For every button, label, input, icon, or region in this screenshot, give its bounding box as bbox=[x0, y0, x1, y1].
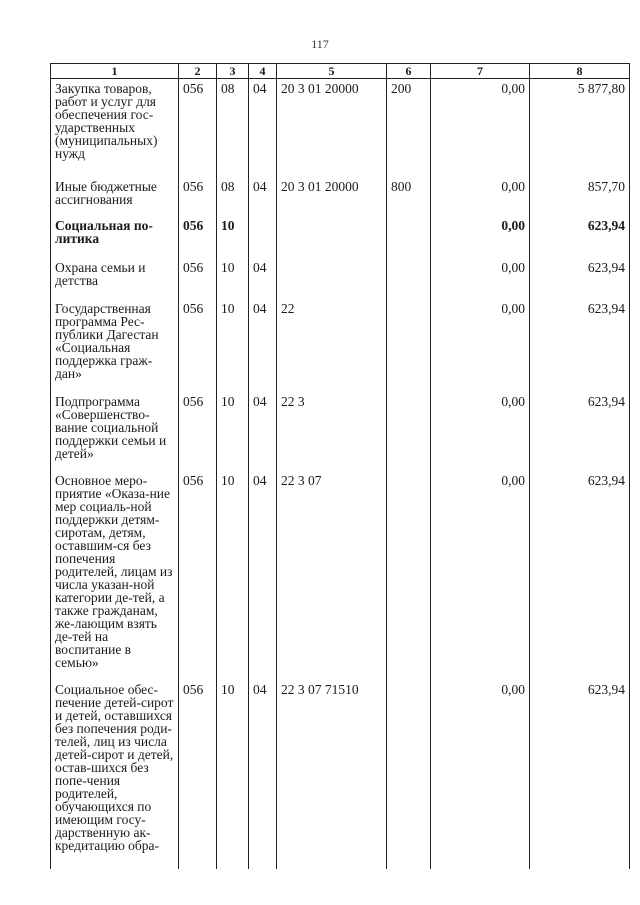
row-rz: 08 bbox=[217, 177, 249, 216]
row-grbs: 056 bbox=[179, 177, 217, 216]
row-vr: 800 bbox=[387, 177, 431, 216]
row-rz: 10 bbox=[217, 216, 249, 258]
row-csr bbox=[277, 258, 387, 299]
row-pr: 04 bbox=[249, 299, 277, 392]
row-name: Подпрограмма «Совершенство-вание социальной поддержки семьи и детей» bbox=[51, 392, 179, 471]
header-cell: 8 bbox=[530, 64, 630, 79]
row-col7: 0,00 bbox=[431, 299, 530, 392]
table-row bbox=[51, 177, 630, 216]
row-name: Закупка товаров, работ и услуг для обеспечения гос-ударственных (муниципальных) нужд bbox=[51, 79, 179, 178]
row-col7: 0,00 bbox=[431, 177, 530, 216]
row-rz: 10 bbox=[217, 680, 249, 869]
header-cell: 1 bbox=[51, 64, 179, 79]
row-rz: 10 bbox=[217, 392, 249, 471]
row-col7: 0,00 bbox=[431, 258, 530, 299]
table-header-row bbox=[51, 64, 630, 79]
row-col8: 623,94 bbox=[530, 471, 630, 680]
row-col7: 0,00 bbox=[431, 471, 530, 680]
row-pr: 04 bbox=[249, 79, 277, 178]
row-col8: 5 877,80 bbox=[530, 79, 630, 178]
header-cell: 6 bbox=[387, 64, 431, 79]
table-row bbox=[51, 392, 630, 471]
row-col8: 623,94 bbox=[530, 216, 630, 258]
row-col7: 0,00 bbox=[431, 79, 530, 178]
row-col7: 0,00 bbox=[431, 392, 530, 471]
row-col8: 857,70 bbox=[530, 177, 630, 216]
row-pr: 04 bbox=[249, 392, 277, 471]
budget-table bbox=[50, 63, 630, 869]
table-row bbox=[51, 258, 630, 299]
row-vr bbox=[387, 258, 431, 299]
row-rz: 10 bbox=[217, 258, 249, 299]
row-csr: 22 bbox=[277, 299, 387, 392]
row-col8: 623,94 bbox=[530, 392, 630, 471]
row-csr: 22 3 07 71510 bbox=[277, 680, 387, 869]
row-vr: 200 bbox=[387, 79, 431, 178]
row-col8: 623,94 bbox=[530, 299, 630, 392]
row-col7: 0,00 bbox=[431, 680, 530, 869]
row-vr bbox=[387, 471, 431, 680]
row-name: Социальное обес-печение детей-сирот и детей, оставшихся без попечения роди-телей, лиц из числа детей-сирот и детей, остав-шихся без попе-чения родителей, обучающихся по имеющим госу-дарственную ак-кредитацию обра- bbox=[51, 680, 179, 869]
row-vr bbox=[387, 216, 431, 258]
table-row bbox=[51, 79, 630, 178]
table-row bbox=[51, 680, 630, 869]
header-cell: 2 bbox=[179, 64, 217, 79]
row-vr bbox=[387, 392, 431, 471]
row-pr: 04 bbox=[249, 258, 277, 299]
row-grbs: 056 bbox=[179, 471, 217, 680]
header-cell: 3 bbox=[217, 64, 249, 79]
row-name: Иные бюджетные ассигнования bbox=[51, 177, 179, 216]
row-csr: 20 3 01 20000 bbox=[277, 79, 387, 178]
header-cell: 4 bbox=[249, 64, 277, 79]
header-cell: 7 bbox=[431, 64, 530, 79]
table-row bbox=[51, 299, 630, 392]
row-csr bbox=[277, 216, 387, 258]
row-grbs: 056 bbox=[179, 680, 217, 869]
row-rz: 10 bbox=[217, 471, 249, 680]
row-col7: 0,00 bbox=[431, 216, 530, 258]
row-pr: 04 bbox=[249, 177, 277, 216]
row-rz: 08 bbox=[217, 79, 249, 178]
row-name: Социальная по-литика bbox=[51, 216, 179, 258]
row-pr: 04 bbox=[249, 680, 277, 869]
row-grbs: 056 bbox=[179, 216, 217, 258]
table-row bbox=[51, 216, 630, 258]
row-grbs: 056 bbox=[179, 79, 217, 178]
header-cell: 5 bbox=[277, 64, 387, 79]
row-col8: 623,94 bbox=[530, 258, 630, 299]
row-csr: 22 3 bbox=[277, 392, 387, 471]
row-csr: 20 3 01 20000 bbox=[277, 177, 387, 216]
table-row bbox=[51, 471, 630, 680]
page-number: 117 bbox=[311, 37, 329, 51]
row-grbs: 056 bbox=[179, 392, 217, 471]
row-rz: 10 bbox=[217, 299, 249, 392]
row-vr bbox=[387, 680, 431, 869]
row-pr: 04 bbox=[249, 471, 277, 680]
row-name: Основное меро-приятие «Оказа-ние мер социаль-ной поддержки детям-сиротам, детям, оставшим-ся без попечения родителей, лицам из числа указан-ной категории де-тей, а также гражданам, же-лающим взять де-тей на воспитание в семью» bbox=[51, 471, 179, 680]
row-name: Охрана семьи и детства bbox=[51, 258, 179, 299]
row-vr bbox=[387, 299, 431, 392]
row-name: Государственная программа Рес-публики Дагестан «Социальная поддержка граж-дан» bbox=[51, 299, 179, 392]
row-grbs: 056 bbox=[179, 299, 217, 392]
row-col8: 623,94 bbox=[530, 680, 630, 869]
row-pr bbox=[249, 216, 277, 258]
row-grbs: 056 bbox=[179, 258, 217, 299]
row-csr: 22 3 07 bbox=[277, 471, 387, 680]
